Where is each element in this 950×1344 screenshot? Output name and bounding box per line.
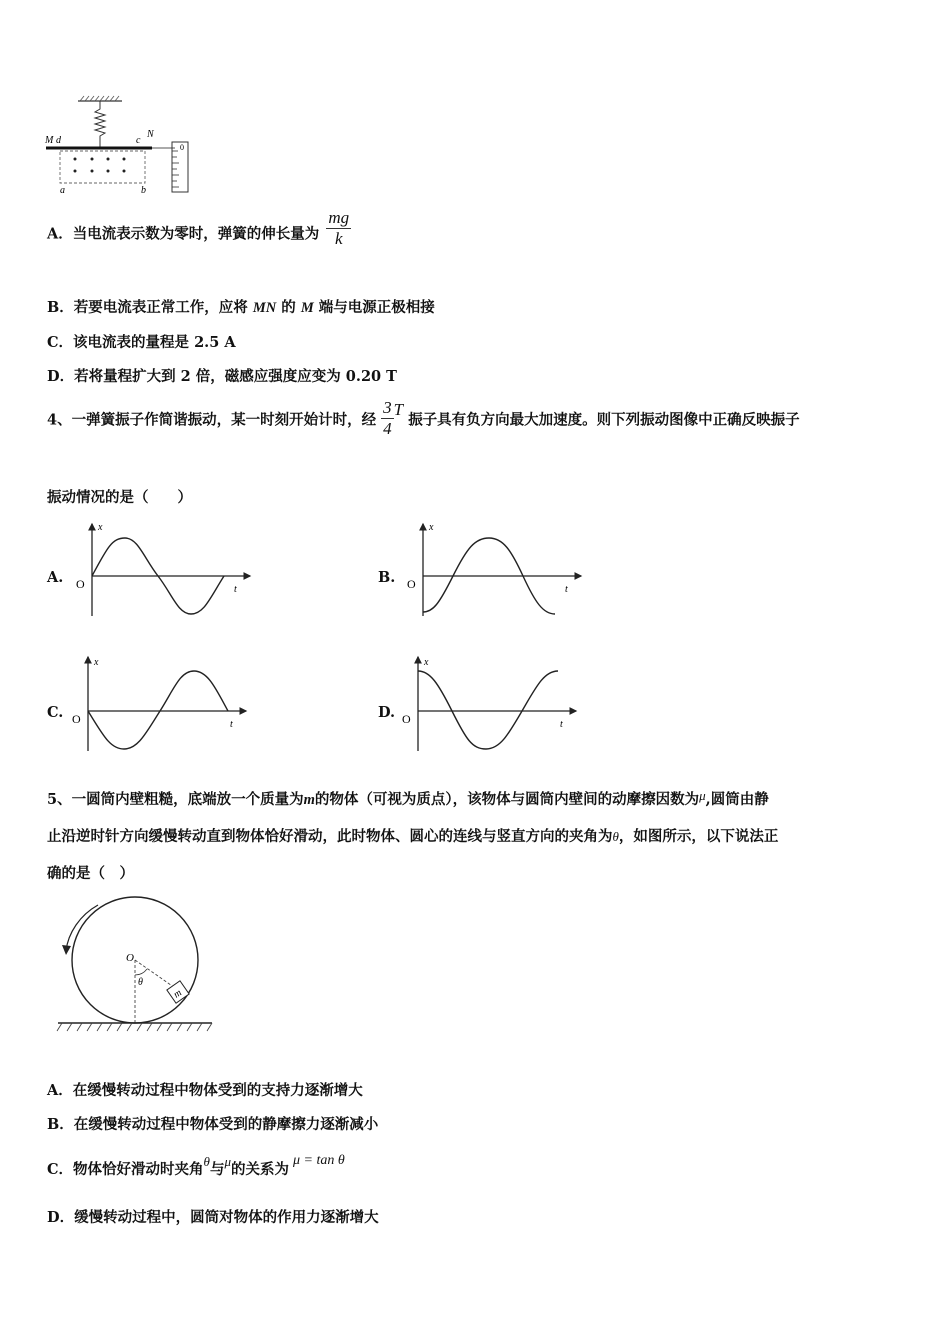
label-b: b [141, 185, 146, 196]
q5-figure [50, 895, 225, 1045]
svg-text:O: O [402, 712, 411, 726]
q5-option-c[interactable]: C．物体恰好滑动时夹角θ与μ的关系为μ = tan θ [47, 1153, 345, 1178]
q4-graph-d[interactable] [398, 653, 588, 753]
q3-option-c[interactable]: C．该电流表的量程是 2.5 A [47, 334, 236, 351]
q3-option-b[interactable]: B．若要电流表正常工作，应将 MN 的 M 端与电源正极相接 [47, 299, 435, 316]
q5-option-b[interactable]: B．在缓慢转动过程中物体受到的静摩擦力逐渐减小 [47, 1116, 379, 1133]
q3-option-d[interactable]: D．若将量程扩大到 2 倍，磁感应强度应变为 0.20 T [47, 368, 397, 385]
q3-figure [40, 95, 210, 200]
q4-option-c-label[interactable]: C. [47, 704, 64, 721]
label-theta: θ [138, 977, 143, 988]
q4-option-a-label[interactable]: A. [47, 569, 64, 586]
label-c: c [136, 135, 141, 146]
q3-option-a[interactable] [47, 208, 351, 255]
svg-text:x: x [429, 522, 434, 533]
svg-text:t: t [230, 719, 233, 730]
q4-question-line1: 4、一弹簧振子作简谐振动，某一时刻开始计时，经 $\frac{3}{4}$ T 振子具有负方向最大加速度。则下列振动图像中正确反映振子 [47, 398, 800, 438]
label-a: a [60, 185, 65, 196]
q4-graph-a[interactable] [72, 518, 262, 618]
curve [88, 671, 228, 749]
svg-text:t: t [565, 584, 568, 595]
fraction-3-4: $\frac{3}{4}$ [383, 398, 392, 438]
q4-option-b-label[interactable]: B. [378, 569, 396, 586]
q5-question-line1: 5、一圆筒内壁粗糙，底端放一个质量为m的物体（可视为质点），该物体与圆筒内壁间的动摩擦因数为μ,圆筒由静 [47, 788, 769, 808]
rotation-arrow-icon [66, 905, 98, 951]
label-O: O [126, 952, 134, 964]
q4-graph-c[interactable] [68, 653, 258, 753]
origin-label: O [76, 577, 85, 591]
q4-question-line2: 振动情况的是（ ） [47, 489, 192, 506]
svg-text:O: O [72, 712, 81, 726]
question-number: 5、 [47, 791, 72, 808]
formula-mu-tan-theta: μ = tan θ [292, 1153, 345, 1168]
svg-text:O: O [407, 577, 416, 591]
svg-text:x: x [94, 657, 99, 668]
label-N: N [147, 129, 154, 140]
q5-option-a[interactable]: A．在缓慢转动过程中物体受到的支持力逐渐增大 [47, 1082, 363, 1099]
axis-t-label: t [234, 584, 237, 595]
svg-text:x: x [424, 657, 429, 668]
svg-text:t: t [560, 719, 563, 730]
scale-zero: 0 [180, 143, 184, 152]
q5-option-d[interactable]: D．缓慢转动过程中，圆筒对物体的作用力逐渐增大 [47, 1209, 379, 1226]
magnetic-field-region [60, 151, 145, 183]
spring [95, 101, 105, 147]
svg-text:m: m [171, 987, 184, 1001]
option-text: 当电流表示数为零时，弹簧的伸长量为 [72, 225, 320, 243]
fraction-mg-k: $\frac{mg}{k}$ [328, 208, 350, 248]
q4-option-d-label[interactable]: D. [378, 704, 396, 721]
q5-question-line3: 确的是（ ） [47, 865, 134, 882]
question-number: 4、 [47, 411, 72, 429]
label-M: M [45, 135, 54, 146]
axis-x-label: x [98, 522, 103, 533]
q5-question-line2: 止沿逆时针方向缓慢转动直到物体恰好滑动，此时物体、圆心的连线与竖直方向的夹角为θ，如图所示，以下说法正 [47, 828, 779, 845]
curve [418, 671, 558, 749]
q4-graph-b[interactable] [403, 518, 593, 618]
label-d: d [56, 135, 61, 146]
option-label: A． [47, 225, 73, 243]
